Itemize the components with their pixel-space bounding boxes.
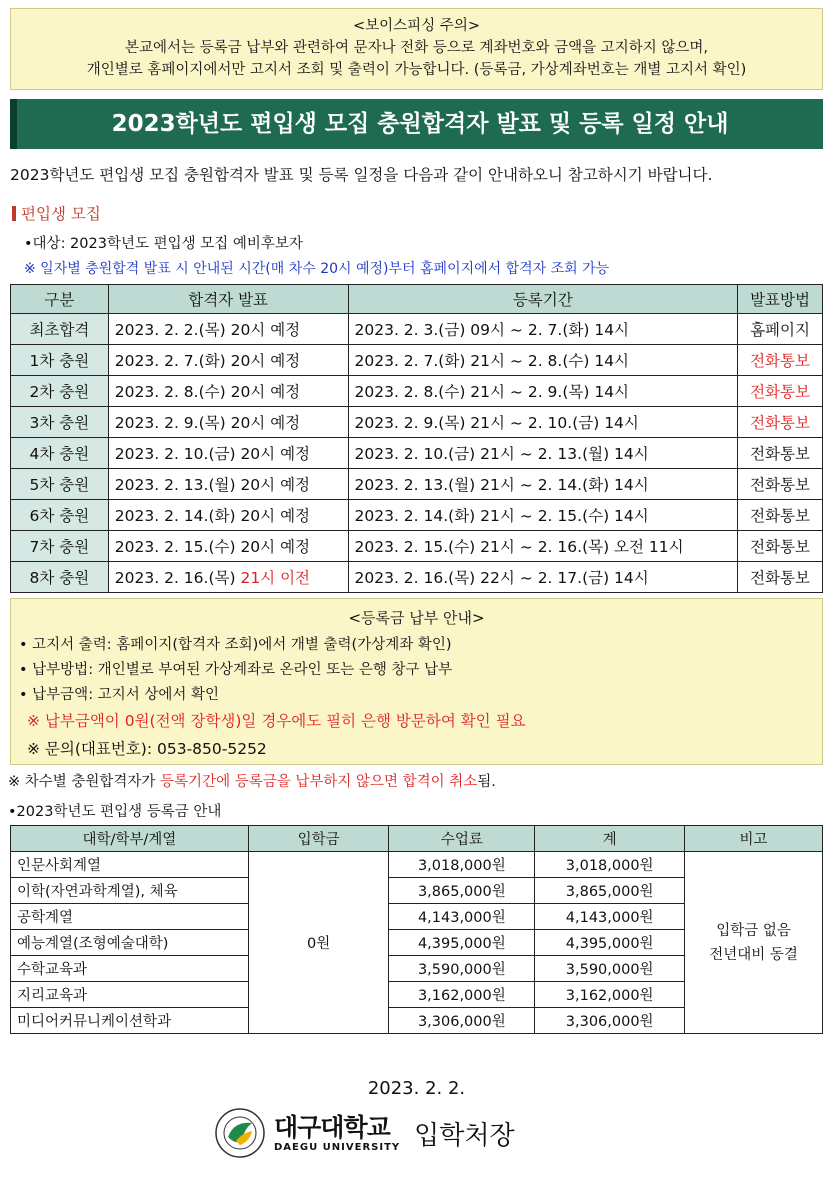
method-cell: 전화통보	[738, 500, 823, 531]
announce-cell: 2023. 2. 13.(월) 20시 예정	[108, 469, 348, 500]
remark-cell	[685, 852, 823, 1034]
round-cell: 1차 충원	[11, 345, 109, 376]
table-row	[11, 500, 823, 531]
section-title-text: 편입생 모집	[21, 205, 101, 223]
period-cell: 2023. 2. 14.(화) 21시 ~ 2. 15.(수) 14시	[348, 500, 738, 531]
table-row	[11, 438, 823, 469]
payment-item-print: • 고지서 출력: 홈페이지(합격자 조회)에서 개별 출력(가상계좌 확인)	[19, 637, 452, 653]
round-cell: 7차 충원	[11, 531, 109, 562]
university-name-ko: 대구대학교	[274, 1112, 390, 1142]
announce-cell: 2023. 2. 9.(목) 20시 예정	[108, 407, 348, 438]
tuition-cell: 4,395,000원	[389, 930, 535, 956]
method-cell: 전화통보	[738, 531, 823, 562]
round-cell: 3차 충원	[11, 407, 109, 438]
total-cell: 4,395,000원	[535, 930, 685, 956]
method-cell: 홈페이지	[738, 314, 823, 345]
period-cell: 2023. 2. 16.(목) 22시 ~ 2. 17.(금) 14시	[348, 562, 738, 593]
announce-cell: 2023. 2. 2.(목) 20시 예정	[108, 314, 348, 345]
announce-highlight: 21시 이전	[240, 569, 311, 587]
announce-cell: 2023. 2. 10.(금) 20시 예정	[108, 438, 348, 469]
method-cell: 전화통보	[738, 376, 823, 407]
table-row	[11, 376, 823, 407]
payment-item-amount: • 납부금액: 고지서 상에서 확인	[19, 687, 219, 703]
method-cell: 전화통보	[738, 469, 823, 500]
table-row	[11, 562, 823, 593]
method-cell: 전화통보	[738, 562, 823, 593]
office-title: 입학처장	[414, 1120, 515, 1151]
phishing-warning-box	[10, 8, 823, 90]
cancel-note-post: 됨.	[477, 774, 496, 790]
fee-header-cell: 계	[535, 826, 685, 852]
tuition-cell: 3,018,000원	[389, 852, 535, 878]
tuition-cell: 4,143,000원	[389, 904, 535, 930]
cancel-note	[8, 770, 496, 791]
payment-guide-box	[10, 598, 823, 765]
total-cell: 3,590,000원	[535, 956, 685, 982]
university-name-en: DAEGU UNIVERSITY	[274, 1141, 401, 1153]
period-cell: 2023. 2. 9.(목) 21시 ~ 2. 10.(금) 14시	[348, 407, 738, 438]
schedule-header-row	[11, 285, 823, 314]
method-cell: 전화통보	[738, 438, 823, 469]
dept-cell: 수학교육과	[11, 956, 249, 982]
round-cell: 최초합격	[11, 314, 109, 345]
phishing-warning-line-1: 본교에서는 등록금 납부와 관련하여 문자나 전화 등으로 계좌번호와 금액을 고지하지 않으며,	[125, 40, 708, 56]
remark-line-1: 입학금 없음	[716, 922, 791, 939]
cancel-note-pre: ※ 차수별 충원합격자가	[8, 774, 161, 790]
university-name	[274, 1114, 400, 1153]
total-cell: 3,162,000원	[535, 982, 685, 1008]
total-cell: 4,143,000원	[535, 904, 685, 930]
round-cell: 6차 충원	[11, 500, 109, 531]
total-cell: 3,306,000원	[535, 1008, 685, 1034]
schedule-header-cell: 합격자 발표	[108, 285, 348, 314]
fee-header-cell: 비고	[685, 826, 823, 852]
signature-block	[214, 1108, 515, 1158]
period-cell: 2023. 2. 7.(화) 21시 ~ 2. 8.(수) 14시	[348, 345, 738, 376]
table-row	[11, 531, 823, 562]
fee-header-cell: 수업료	[389, 826, 535, 852]
tuition-cell: 3,162,000원	[389, 982, 535, 1008]
payment-zero-warning: ※ 납부금액이 0원(전액 장학생)일 경우에도 필히 은행 방문하여 확인 필요	[27, 712, 526, 730]
announce-cell: 2023. 2. 7.(화) 20시 예정	[108, 345, 348, 376]
payment-item-method: • 납부방법: 개인별로 부여된 가상계좌로 온라인 또는 은행 창구 납부	[19, 662, 453, 678]
dept-cell: 공학계열	[11, 904, 249, 930]
table-row	[11, 852, 823, 878]
intro-text: 2023학년도 편입생 모집 충원합격자 발표 및 등록 일정을 다음과 같이 안내하오니 참고하시기 바랍니다.	[10, 166, 713, 184]
payment-guide-title: <등록금 납부 안내>	[348, 609, 485, 627]
period-cell: 2023. 2. 10.(금) 21시 ~ 2. 13.(월) 14시	[348, 438, 738, 469]
university-seal-icon	[214, 1107, 266, 1159]
dept-cell: 이학(자연과학계열), 체육	[11, 878, 249, 904]
method-cell: 전화통보	[738, 407, 823, 438]
schedule-header-cell: 발표방법	[738, 285, 823, 314]
fee-header-cell: 대학/학부/계열	[11, 826, 249, 852]
round-cell: 4차 충원	[11, 438, 109, 469]
total-cell: 3,865,000원	[535, 878, 685, 904]
table-row	[11, 469, 823, 500]
announce-cell: 2023. 2. 16.(목) 21시 이전	[108, 562, 348, 593]
period-cell: 2023. 2. 13.(월) 21시 ~ 2. 14.(화) 14시	[348, 469, 738, 500]
phishing-warning-line-2: 개인별로 홈페이지에서만 고지서 조회 및 출력이 가능합니다. (등록금, 가상계좌번호는 개별 고지서 확인)	[86, 62, 747, 78]
dept-cell: 미디어커뮤니케이션학과	[11, 1008, 249, 1034]
page-title: 2023학년도 편입생 모집 충원합격자 발표 및 등록 일정 안내	[10, 99, 823, 149]
method-cell: 전화통보	[738, 345, 823, 376]
section-title	[12, 202, 101, 224]
target-text: •대상: 2023학년도 편입생 모집 예비후보자	[24, 236, 303, 252]
round-cell: 5차 충원	[11, 469, 109, 500]
fee-table	[10, 825, 823, 1034]
tuition-cell: 3,590,000원	[389, 956, 535, 982]
admission-fee-cell: 0원	[248, 852, 389, 1034]
announce-cell: 2023. 2. 14.(화) 20시 예정	[108, 500, 348, 531]
payment-contact: ※ 문의(대표번호): 053-850-5252	[27, 740, 267, 758]
remark-line-2: 전년대비 동결	[709, 946, 798, 963]
section-marker	[12, 206, 16, 221]
lookup-note: ※ 일자별 충원합격 발표 시 안내된 시간(매 차수 20시 예정)부터 홈페이지에서 합격자 조회 가능	[24, 261, 610, 277]
table-row	[11, 345, 823, 376]
announce-cell: 2023. 2. 15.(수) 20시 예정	[108, 531, 348, 562]
schedule-header-cell: 등록기간	[348, 285, 738, 314]
period-cell: 2023. 2. 8.(수) 21시 ~ 2. 9.(목) 14시	[348, 376, 738, 407]
dept-cell: 지리교육과	[11, 982, 249, 1008]
round-cell: 8차 충원	[11, 562, 109, 593]
tuition-cell: 3,306,000원	[389, 1008, 535, 1034]
fee-heading: •2023학년도 편입생 등록금 안내	[8, 804, 222, 820]
cancel-note-highlight: 등록기간에 등록금을 납부하지 않으면 합격이 취소	[160, 774, 478, 790]
announce-cell: 2023. 2. 8.(수) 20시 예정	[108, 376, 348, 407]
tuition-cell: 3,865,000원	[389, 878, 535, 904]
issue-date: 2023. 2. 2.	[367, 1078, 466, 1099]
fee-header-row	[11, 826, 823, 852]
dept-cell: 인문사회계열	[11, 852, 249, 878]
phishing-warning-title: <보이스피싱 주의>	[353, 18, 480, 34]
period-cell: 2023. 2. 3.(금) 09시 ~ 2. 7.(화) 14시	[348, 314, 738, 345]
table-row	[11, 407, 823, 438]
period-cell: 2023. 2. 15.(수) 21시 ~ 2. 16.(목) 오전 11시	[348, 531, 738, 562]
table-row	[11, 314, 823, 345]
dept-cell: 예능계열(조형예술대학)	[11, 930, 249, 956]
schedule-table	[10, 284, 823, 593]
schedule-header-cell: 구분	[11, 285, 109, 314]
fee-header-cell: 입학금	[248, 826, 389, 852]
total-cell: 3,018,000원	[535, 852, 685, 878]
round-cell: 2차 충원	[11, 376, 109, 407]
